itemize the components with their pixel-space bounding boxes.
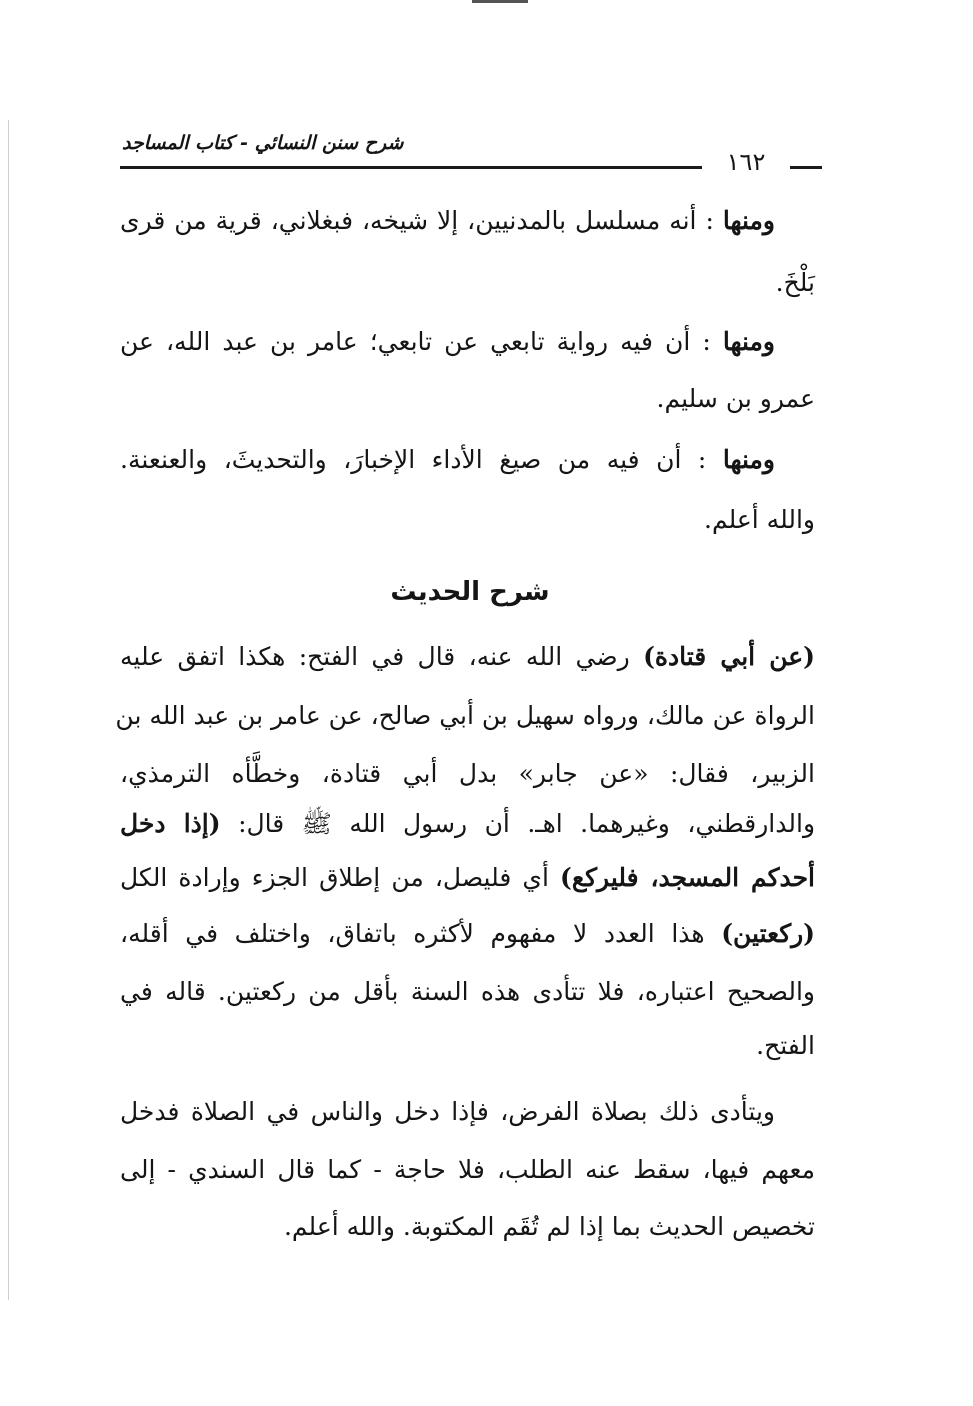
section-heading: شرح الحديث (390, 577, 550, 607)
header-rule-short (790, 166, 822, 169)
scan-edge-line (8, 120, 9, 1300)
paragraph-1-line-2: بَلْخَ. (775, 268, 815, 297)
paragraph-3-line-1 (120, 440, 775, 480)
paragraph-3-line-2: والله أعلم. (704, 505, 815, 534)
paragraph-1-text: : أنه مسلسل بالمدنيين، إلا شيخه، فبغلاني، قرية من قرى (120, 206, 714, 235)
explanation-line-5-text: أي فليصل، من إطلاق الجزء وإرادة الكل (120, 863, 549, 892)
hadith-quote-start: (إذا دخل (120, 809, 221, 838)
running-header: شرح سنن النسائي - كتاب المساجد (122, 132, 404, 154)
explanation-line-8: الفتح. (756, 1031, 815, 1060)
explanation-line-6 (120, 914, 815, 954)
final-line-3: تخصيص الحديث بما إذا لم تُقَم المكتوبة. والله أعلم. (283, 1212, 815, 1241)
paragraph-2-text: : أن فيه رواية تابعي عن تابعي؛ عامر بن عبد الله، عن (120, 327, 711, 356)
page-number: ١٦٢ (726, 148, 766, 176)
paragraph-3-text: : أن فيه من صيغ الأداء الإخبارَ، والتحديثَ، والعنعنة. (120, 445, 707, 474)
explanation-line-6-text: هذا العدد لا مفهوم لأكثره باتفاق، واختلف في أقله، (120, 919, 705, 948)
paragraph-1-lead: ومنها (722, 206, 775, 235)
top-edge-mark (472, 0, 528, 3)
explanation-line-4-text: والدارقطني، وغيرهما. اهـ. أن رسول الله ﷺ قال: (238, 809, 816, 838)
paragraph-2-line-2: عمرو بن سليم. (656, 384, 815, 413)
final-line-1: ويتأدى ذلك بصلاة الفرض، فإذا دخل والناس في الصلاة فدخل (120, 1097, 775, 1126)
explanation-line-1-text: رضي الله عنه، قال في الفتح: هكذا اتفق عليه (120, 642, 630, 671)
explanation-line-3: الزبير، فقال: «عن جابر» بدل أبي قتادة، وخطَّأه الترمذي، (120, 759, 815, 788)
explanation-line-2: الرواة عن مالك، ورواه سهيل بن أبي صالح، عن عامر بن عبد الله بن (115, 701, 815, 730)
final-line-2: معهم فيها، سقط عنه الطلب، فلا حاجة - كما قال السندي - إلى (120, 1155, 815, 1184)
quoted-narrator: (عن أبي قتادة) (643, 642, 815, 671)
explanation-line-4 (120, 804, 815, 844)
hadith-quote-rakatayn: (ركعتين) (721, 919, 815, 948)
paragraph-2-line-1 (120, 322, 775, 362)
hadith-quote-end: أحدكم المسجد، فليركع) (560, 863, 816, 892)
paragraph-2-lead: ومنها (722, 327, 775, 356)
explanation-line-1 (120, 637, 815, 677)
paragraph-1-line-1 (120, 201, 775, 241)
explanation-line-7: والصحيح اعتباره، فلا تتأدى هذه السنة بأقل من ركعتين. قاله في (120, 977, 815, 1006)
header-rule (120, 166, 702, 169)
explanation-line-5 (120, 858, 815, 898)
paragraph-3-lead: ومنها (722, 445, 775, 474)
